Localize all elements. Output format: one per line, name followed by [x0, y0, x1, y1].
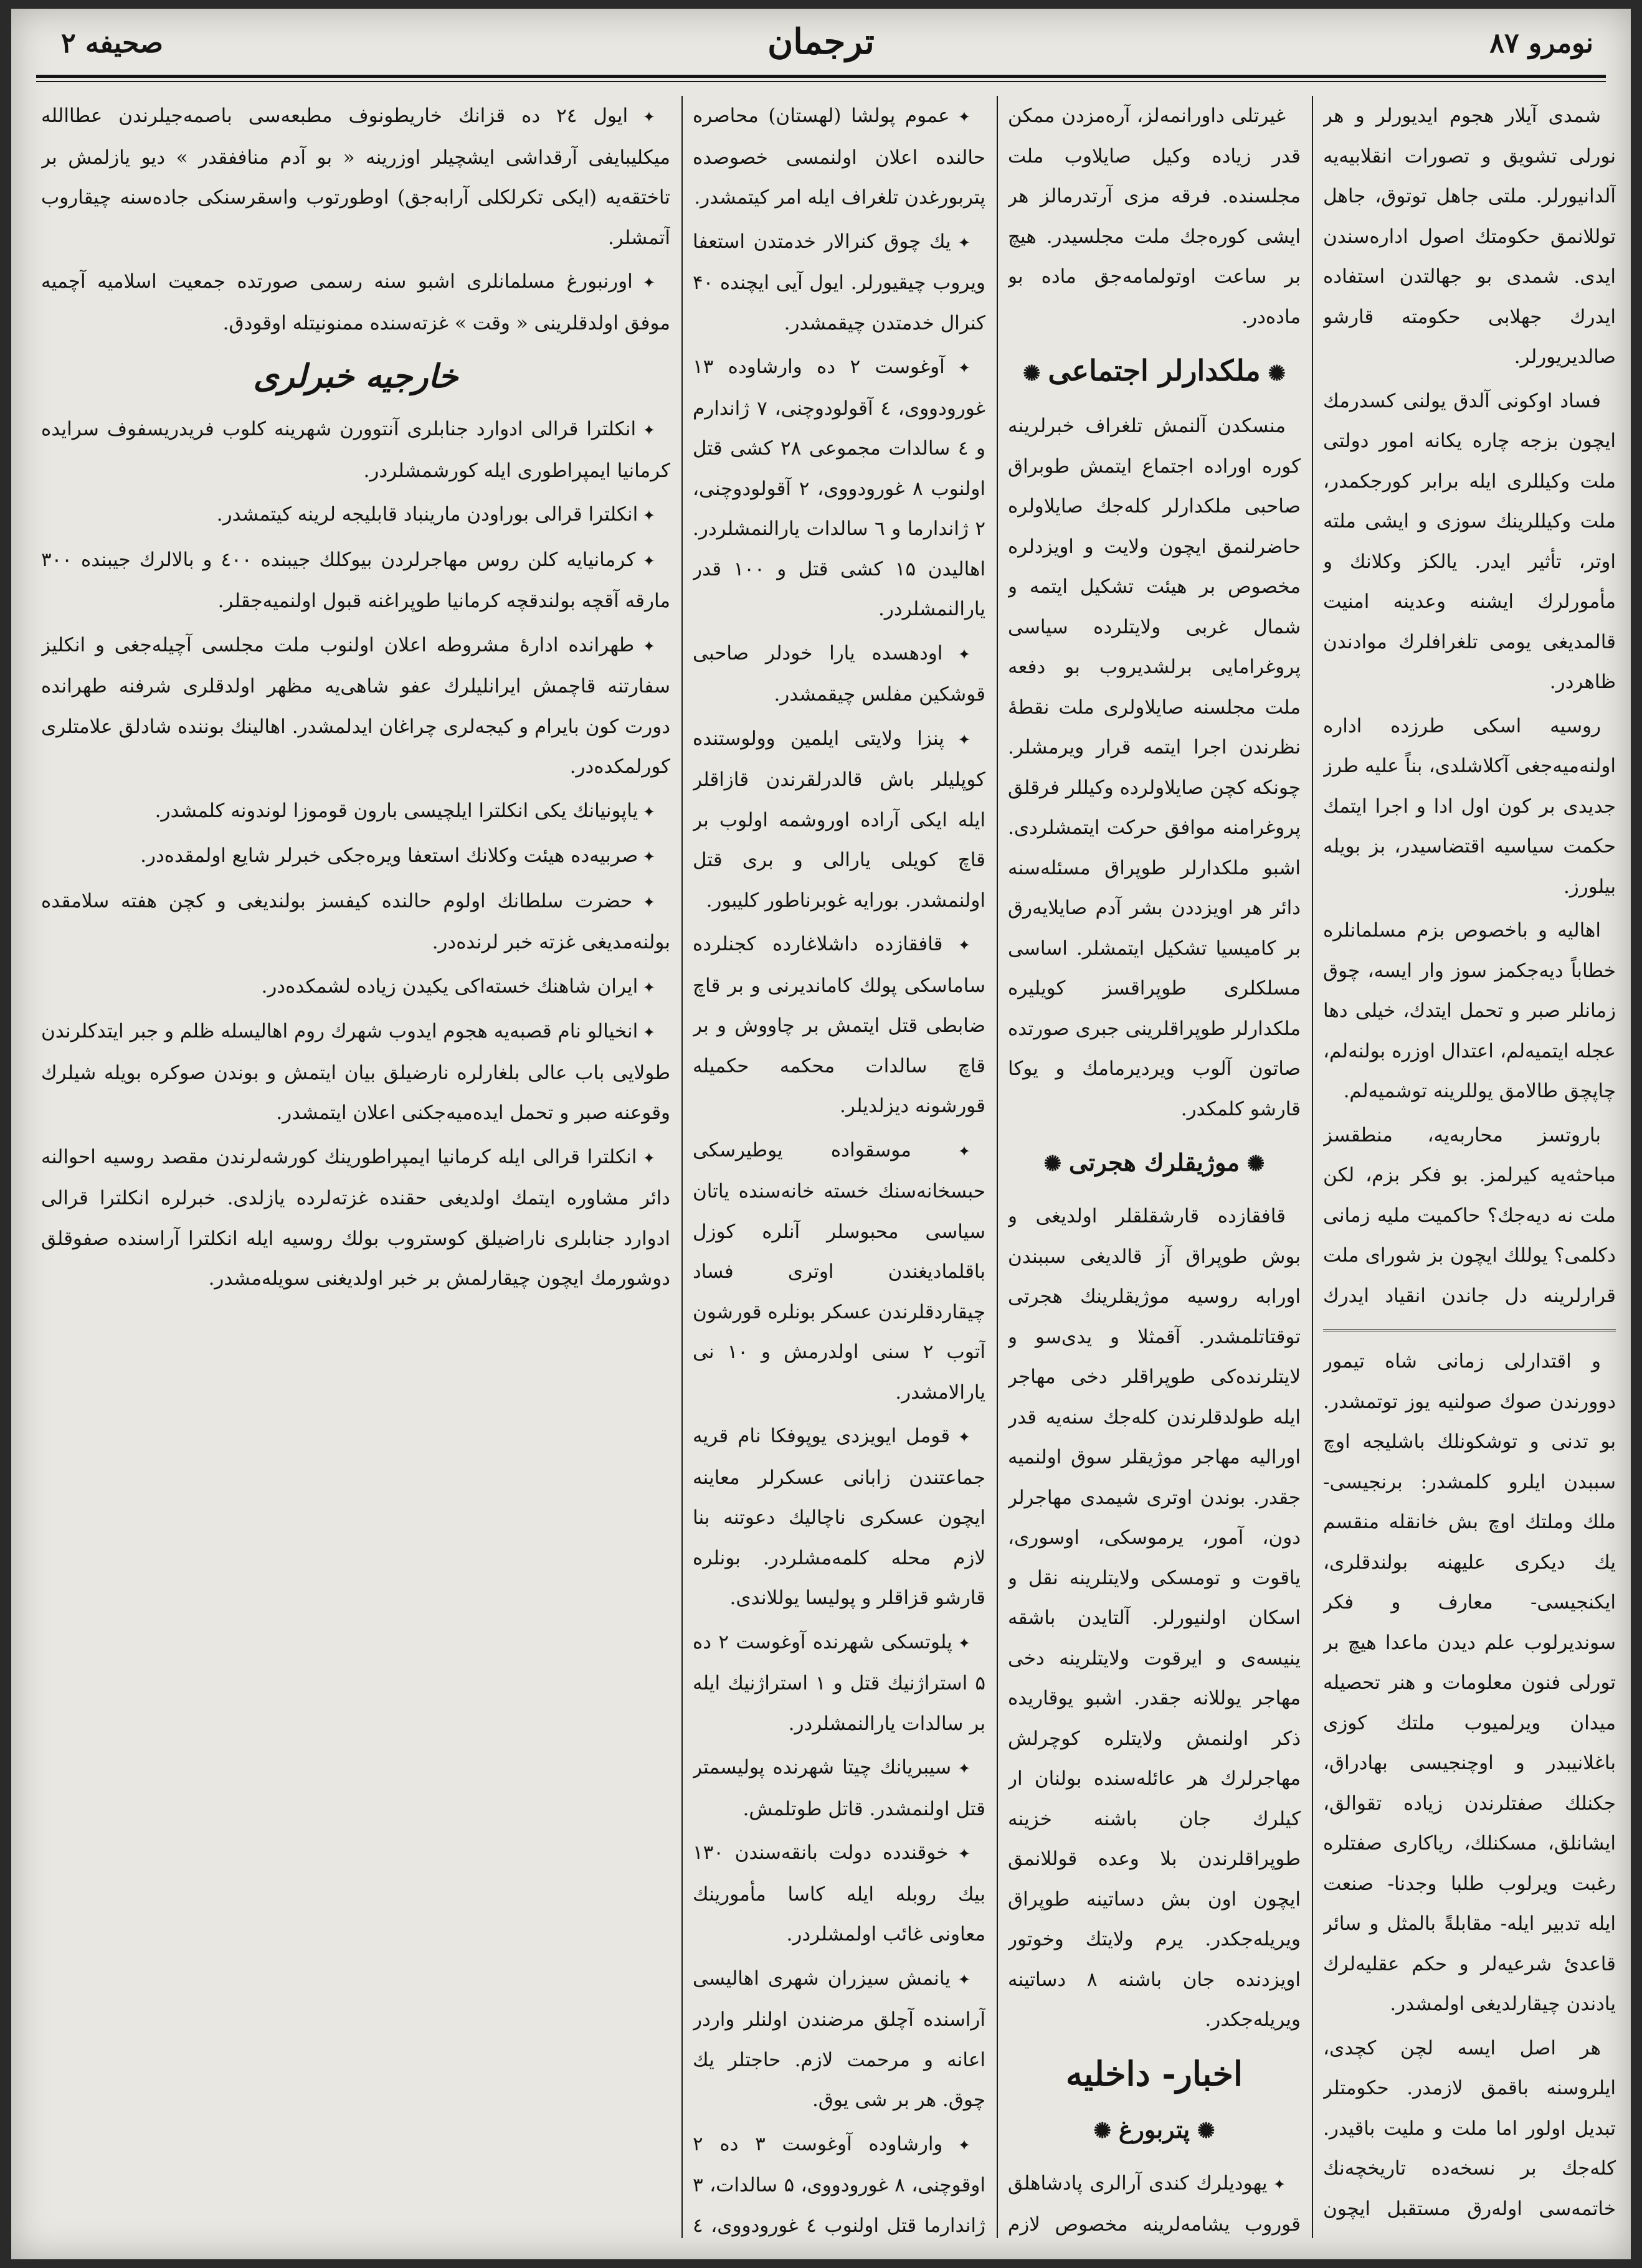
col2-paragraph: منسكدن آلنمش تلغراف خبرلرينه كوره اوراده اجتماع ايتمش طوبراق صاحبی ملكدارلر كله‌جك صايلاولره حاضرلنمق ايچون ولايت و اويزدلره مخصوص بر هيئت تشكيل ايتمه و شمال غربی ولايتلرده سياسی پروغرامايی برلشديروب بو دفعه ملت مجلسنه صايلاولری ملت نقطهٔ نظرندن اجرا ايتمه قرار ويرمشلر. چونكه كچن صايلاولرده وكيللر فرقلق پروغرامنه موافق حركت ايتمشلردی. اشبو ملكدارلر طوپراق مسئله‌سنه دائر هر اويزددن بشر آدم صايلايه‌رق بر كاميسيا تشكيل ايتمشلر. اساسی مسلكلری طوپراقسز كويليره ملكدارلر طوپراقلرينی جبری صورتده صاتون آلوب ويرديرمامك و يوكا قارشو كلمكدر. — [1008, 415, 1301, 1120]
col1-paragraph: روسيه اسكی طرزده اداره اولنه‌ميه‌جغی آكلاشلدی، بناً عليه طرز جديدی بر كون اول ادا و اجرا ايتمك حكمت سياسيه اقتضاسيدر، بز بويله بيلورز. — [1323, 714, 1616, 898]
col3-news-item: ✦ آوغوست ۲ ده وارشاوده ۱۳ غورودووی، ٤ آقولودوچنی، ۷ ژاندارم و ٤ سالدات مجموعی ۲۸ كشی قتل اولنوب ۸ غورودووی، ۲ آقولودوچنی، ۲ ژاندارما و ٦ سالدات يارالنمشلردر. اهاليدن ۱۵ كشی قتل و ۱۰۰ قدر يارالنمشلردر. — [693, 347, 985, 630]
col1-paragraph: باروتسز محاربه‌يه، منطقسز مباحثه‌يه كيرلمز. بو فكر بزم، لكن ملت نه ديه‌جك؟ حاكميت مليه زمانی دكلمی؟ يوللك ايچون بز شورای ملت قرارلرينه دل جاندن انقياد ايدرك — [1323, 1123, 1616, 1307]
col3-news-item: ✦ موسقواده يوطيرسكی حبسخانه‌سنك خسته خانه‌سنده ياتان سياسی محبوسلر آنلره كوزل باقلماديغندن اوتری فساد چيقاردقلرندن عسكر بونلره قورشون آتوب ۲ سنی اولدرمش و ۱۰ نی يارالامشدر. — [693, 1130, 985, 1413]
column-divider — [681, 96, 683, 2238]
col4-news-item: ✦ انخيالو نام قصبه‌يه هجوم ايدوب شهرك روم اهاليسله ظلم و جبر ايتدكلرندن طولايی باب عالی بلغارلره نارضيلق بيان ايتمش و بوندن صوكره بويله شيلرك وقوعنه صبر و تحمل ايده‌ميه‌جكنی اعلان ايتمشدر. — [41, 1011, 670, 1133]
col2-news-item: ✦ يهوديلرك كندی آرالری پادشاهلق قوروب يشامه‌لرينه مخصوص لازم — [1008, 2163, 1301, 2239]
col3-news-item: ✦ سيبريانك چيتا شهرنده پوليسمتر قتل اولنمشدر. قاتل طوتلمش. — [693, 1747, 985, 1829]
column-divider — [1312, 96, 1313, 2238]
col3-news-item: ✦ عموم پولشا (لهستان) محاصره حالنده اعلان اولنمسی خصوصده پتربورغدن تلغراف ايله امر كيتمشدر. — [693, 96, 985, 218]
masthead-rule-thin — [36, 81, 1606, 82]
column-4 — [41, 96, 670, 2238]
col3-news-item: ✦ خوقندده دولت بانقه‌سندن ۱۳۰ بيك روبله ايله كاسا مأمورينك معاونی غائب اولمشلردر. — [693, 1833, 985, 1955]
col4-news-item: ✦ ايران شاهنك خسته‌اكی يكيدن زياده لشمكده‌در. — [41, 966, 670, 1008]
col4-news-item: ✦ انكلترا قرالی بوراودن مارينباد قابليجه لرينه كيتمشدر. — [41, 494, 670, 536]
col1-paragraph: اهاليه و باخصوص بزم مسلمانلره خطاباً ديه‌جكمز سوز وار ايسه، چوق زمانلر صبر و تحمل ايتدك، خيلی دها عجله ايتميه‌لم، اعتدال اوزره بولنه‌لم، چاپچق طالامق يوللرينه توشميه‌لم. — [1323, 919, 1616, 1102]
col4-news-item: ✦ حضرت سلطانك اولوم حالنده كيفسز بولنديغی و كچن هفته سلامقده بولنه‌مديغی غزته خبر لرنده‌در. — [41, 881, 670, 963]
col4-news-item: ✦ كرمانيايه كلن روس مهاجرلردن بيوكلك جيبنده ٤٠٠ و بالالرك جيبنده ۳۰۰ مارقه آقچه بولندقچه كرمانيا طوپراغنه قبول اولنميه‌جقلر. — [41, 540, 670, 621]
col4-news-item: ✦ ايول ۲٤ ده قزانك خاريطونوف مطبعه‌سی باصمه‌جيلرندن عطاالله ميكليبايفی آرقداشی ايشچيلر اوزرينه « بو آدم مناففقدر » ديو يازلمش بر تاختقه‌يه (ايكی تكرلكلی آرابه‌جق) اوطورتوب واسقرسنكی جاده‌سنه چيقاروب آتمشلر. — [41, 96, 670, 258]
col2-paragraph: قافقازده قارشقلقلر اولديغی و بوش طوپراق آز قالديغی سببندن اورابه روسيه موژيقلرينك هجرتی توقتاتلمشدر. آقمثلا و يدی‌سو و لايتلرنده‌كی طوپراقلر دخی مهاجر ايله طولدقلرندن كله‌جك سنه‌يه قدر اوراليه مهاجر موژيقلر سوق اولنميه جقدر. بوندن اوتری شيمدی مهاجرلر دون، آمور، يرموسكی، اوسوری، ياقوت و تومسكی ولايتلرينه نقل و اسكان اولنيورلر. آلتايدن باشقه ينيسه‌ی و ايرقوت ولايتلرينه دخی مهاجر يوللانه جقدر. اشبو يوقاريده ذكر اولنمش ولايتلره كوچرلش مهاجرلرك هر عائله‌سنده بولنان ار كيلرك جان باشنه خزينه طوپراقلرندن بلا وعده قوللانمق ايچون اون بش دساتينه طوپراق ويريله‌جكدر. يرم ولايتك وخوتور اويزدنده جان باشنه ۸ دساتينه ويريله‌جكدر. — [1008, 1205, 1301, 2031]
col3-news-item: ✦ قومل ايويزدی يوپوفكا نام قريه جماعتندن زابانی عسكرلر معاينه ايچون عسكری ناچاليك دعوتنه بنا لازم محله كلمه‌مشلردر. بونلره قارشو قزاقلر و پوليسا يوللاندی. — [693, 1416, 985, 1618]
column-1-bottom — [1323, 1341, 1616, 2238]
column-2 — [1008, 96, 1301, 2238]
col3-news-item: ✦ پنزا ولايتی ايلمين وولوستنده كوپليلر باش قالدرلقرندن قازاقلر ايله ايكی آراده اوروشمه اولوب بر قاچ كويلی يارالی و بری قتل اولنمشدر. بورايه غوبرناطور كليبور. — [693, 719, 985, 921]
col1b-paragraph: هر اصل ايسه لچن كچدی، ايلروسنه باقمق لازمدر. حكومتلر تبديل اولور اما ملت و مليت باقيدر. كله‌جك بر نسخه‌ده تاريخچه‌نك خاتمه‌سی اوله‌رق مستقبل ايچون — [1323, 2036, 1616, 2220]
col3-news-item: ✦ يانمش سيزران شهری اهاليسی آراسنده آچلق مرضندن اولنلر واردر اعانه و مرحمت لازم. حاجتلر يك چوق. هر بر شی يوق. — [693, 1959, 985, 2120]
issue-number: نومرو ۸۷ — [1489, 27, 1593, 59]
masthead — [36, 21, 1606, 90]
heading-landowners-meeting: ✺ ملكدارلر اجتماعی ✺ — [1008, 348, 1301, 396]
column-1-top — [1323, 96, 1616, 1320]
column-divider — [997, 96, 998, 2238]
col4-news-item: ✦ طهرانده ادارهٔ مشروطه اعلان اولنوب ملت مجلسی آچيله‌جغی و انكليز سفارتنه قاچمش ايرانليلرك عفو شاهی‌يه مظهر اولدقلری شرفنه طهرانده دورت كون بايرام و كيجه‌لری چراغان ايدلمشدر. اهالينك بوننده شادلق علامتلری كورلمكده‌در. — [41, 625, 670, 787]
col4-news-item: ✦ اورنبورغ مسلمانلری اشبو سنه رسمی صورتده جمعيت اسلاميه آچميه موفق اولدقلرينی « وقت » غزته‌سنده ممنونيتله اوقودق. — [41, 262, 670, 343]
heading-petersburg: ✺ پتربورغ ✺ — [1008, 2107, 1301, 2153]
col3-news-item: ✦ اودهسده يارا خودلر صاحبی قوشكين مفلس چيقمشدر. — [693, 633, 985, 715]
col1-paragraph: شمدی آيلار هجوم ايديورلر و هر نورلی تشويق و تصورات انقلابيه‌يه آلدانيورلر. ملتی جاهل توتوق، جاهل توللانمق حكومتك اصول اداره‌سندن ايدی. شمدی بو جهالتدن استفاده ايدرك جهلابی حكومته قارشو صالديريورلر. — [1323, 105, 1616, 368]
column-1-section-rule — [1323, 1329, 1616, 1331]
newspaper-name: ترجمان — [767, 21, 875, 62]
masthead-rule — [36, 75, 1606, 78]
col4-news-item: ✦ ياپونيانك يكی انكلترا ايلچيسی بارون قوموزا لوندونه كلمشدر. — [41, 791, 670, 833]
col3-news-item: ✦ قافقازده داشلاغارده كجنلرده ساماسكی پولك كاماندیرنی و بر قاچ ضابطی قتل ايتمش بر چاووش و بر قاچ سالدات محكمه حكميله قورشونه ديزلديلر. — [693, 924, 985, 1127]
col4-news-item: ✦ انكلترا قرالی ادوارد جنابلری آنتوورن شهرينه كلوب فريدريسفوف سرايده كرمانيا ايمپراطوری ايله كورشمشلردر. — [41, 409, 670, 491]
col3-news-item: ✦ يك چوق كنرالار خدمتدن استعفا ويروب چيقيورلر. ايول آيی ايچنده ۴۰ كنرال خدمتدن چيقمشدر. — [693, 222, 985, 344]
col3-news-item: ✦ پلوتسكی شهرنده آوغوست ۲ ده ۵ استراژنيك قتل و ۱ استراژنيك ايله بر سالدات يارالنمشلردر. — [693, 1622, 985, 1744]
heading-domestic-news: اخبار- داخليه — [1066, 2053, 1243, 2094]
heading-peasant-migration: ✺ موژيقلرك هجرتی ✺ — [1008, 1140, 1301, 1186]
col1b-paragraph: و اقتدارلی زمانی شاه تيمور دوورندن صوك صولنيه يوز توتمشدر. بو تدنی و توشكونلك باشليجه اوچ سببدن ايلرو كلمشدر: برنجيسی- ملك وملتك اوچ بش خانقله منقسم يك ديكری عليهنه بولندقلری، ايكنجيسی- معارف و فكر سونديرلوب علم ديدن ماعدا هيچ بر تورلی فنون معلومات و هنر تحصيله ميدان ويرلميوب ملتك كوزی باغلانيبدر و اوچنجيسی بهادراق، جكنلك صفتلرندن زياده تقوالق، ايشانلق، مسكنلك، رياكاری صفتلره رغبت ويرلوب طلبا وجدنا- صنعت ايله تدبير ايله- مقابلةً بالمثل و سائر قاعدئ شرعيه‌لر و حكم عقليه‌لرك يادندن چيقارلديغی اولمشدر. — [1323, 1350, 1616, 2015]
column-3 — [693, 96, 985, 2238]
page-label: صحيفه ۲ — [61, 27, 163, 59]
heading-foreign-news: خارجيه خبرلری — [253, 357, 458, 395]
col3-news-item: ✦ وارشاوده آوغوست ۳ ده ۲ اوقوچنی، ۸ غورودووی، ۵ سالدات، ۳ ژاندارما قتل اولنوب ٤ غورودووی، ٤ — [693, 2124, 985, 2239]
col2-paragraph: غيرتلی داورانمه‌لز، آره‌مزدن ممكن قدر زياده وكيل صايلاوب ملت مجلسنده. فرقه مزی آرتدرمالز هر ايشی كوره‌جك ملت مجلسيدر. هيچ بر ساعت اوتولمامه‌جق ماده بو ماده‌در. — [1008, 105, 1301, 328]
col1-paragraph: فساد اوكونی آلدق يولنی كسدرمك ايچون بزجه چاره يكانه امور دولتی ملت وكيللری ايله برابر كورجكمدر، ملت وكيللرينك سوزی و ايشی ملته اوتر، تأثير ايدر. يالكز وكلانك و مأمورلرك ايشنه وعدينه امنيت قالمديغی يومی تلغرافلرك موادندن ظاهردر. — [1323, 389, 1616, 693]
newspaper-page — [11, 9, 1631, 2259]
col4-news-item: ✦ انكلترا قرالی ايله كرمانيا ايمپراطورينك كورشه‌لرندن مقصد روسيه احوالنه دائر مشاوره ايتمك اولديغی حقنده غزته‌لرده يازلدی. خبرلره انكلترا قرالی ادوارد جنابلری ناراضيلق كوستروب بولك روسيه ايله انكلترا آراسنده صفوقلق دوشورمك ايچون چيقارلمش بر خبر اولدیغنی سويله‌مشدر. — [41, 1137, 670, 1299]
col4-news-item: ✦ صربيه‌ده هيئت وكلانك استعفا ويره‌جكی خبرلر شايع اولمقده‌در. — [41, 836, 670, 877]
